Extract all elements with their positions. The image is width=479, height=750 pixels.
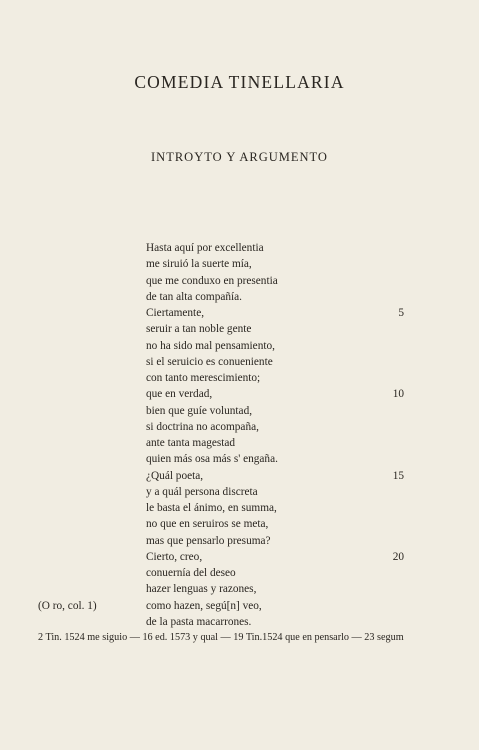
verse-line xyxy=(0,354,479,370)
verse-line xyxy=(0,403,479,419)
verse-text: si doctrina no acompaña, xyxy=(146,420,259,433)
verse-line xyxy=(0,565,479,581)
poem-body xyxy=(0,240,479,630)
verse-text: no que en seruiros se meta, xyxy=(146,518,269,531)
verse-text: mas que pensarlo presuma? xyxy=(146,534,271,547)
verse-text: ante tanta magestad xyxy=(146,437,236,449)
verse-line xyxy=(0,240,479,256)
verse-line xyxy=(0,370,479,386)
verse-line xyxy=(0,614,479,630)
footnotes: 2 Tin. 1524 me siguio — 16 ed. 1573 y qual — 19 Tin.1524 que en pensarlo — 23 segum xyxy=(38,632,404,643)
verse-line xyxy=(0,533,479,549)
page-title: COMEDIA TINELLARIA xyxy=(134,72,345,92)
verse-line xyxy=(0,451,479,467)
line-number: 10 xyxy=(392,388,404,401)
verse-line xyxy=(0,581,479,597)
verse-text: conuernía del deseo xyxy=(146,567,236,579)
verse-line xyxy=(0,273,479,289)
margin-note: (O ro, col. 1) xyxy=(38,599,97,612)
verse-line xyxy=(0,468,479,484)
verse-line xyxy=(0,289,479,305)
verse-text: me siruió la suerte mía, xyxy=(146,258,252,271)
verse-text: Ciertamente, xyxy=(146,307,205,319)
line-number: 5 xyxy=(398,307,404,319)
line-number: 20 xyxy=(392,550,404,563)
verse-text: hazer lenguas y razones, xyxy=(146,583,257,596)
verse-text: bien que guíe voluntad, xyxy=(146,404,253,417)
section-heading: INTROYTO Y ARGUMENTO xyxy=(151,150,328,164)
verse-text: con tanto merescimiento; xyxy=(146,372,261,384)
verse-text: le basta el ánimo, en summa, xyxy=(146,502,277,514)
verse-line xyxy=(0,386,479,402)
verse-text: que me conduxo en presentia xyxy=(146,274,278,287)
verse-line xyxy=(0,484,479,500)
verse-text: quien más osa más s' engaña. xyxy=(146,453,278,466)
line-number: 15 xyxy=(392,469,404,482)
verse-text: Cierto, creo, xyxy=(146,550,203,563)
verse-line xyxy=(0,435,479,451)
verse-text: si el seruicio es conueniente xyxy=(146,355,273,368)
verse-text: que en verdad, xyxy=(146,388,213,401)
verse-text: de tan alta compañía. xyxy=(146,290,242,303)
verse-text: ¿Quál poeta, xyxy=(146,469,204,482)
verse-line xyxy=(0,321,479,337)
verse-text: no ha sido mal pensamiento, xyxy=(146,339,275,352)
verse-line xyxy=(0,516,479,532)
verse-text: de la pasta macarrones. xyxy=(146,615,252,628)
verse-text: Hasta aquí por excellentia xyxy=(146,242,264,254)
verse-line xyxy=(0,256,479,272)
verse-line xyxy=(0,419,479,435)
verse-line xyxy=(0,598,479,614)
verse-text: seruir a tan noble gente xyxy=(146,323,252,336)
verse-line xyxy=(0,500,479,516)
verse-line xyxy=(0,338,479,354)
verse-text: y a quál persona discreta xyxy=(146,485,258,498)
verse-text: como hazen, segú[n] veo, xyxy=(146,599,262,612)
verse-line xyxy=(0,305,479,321)
verse-line xyxy=(0,549,479,565)
